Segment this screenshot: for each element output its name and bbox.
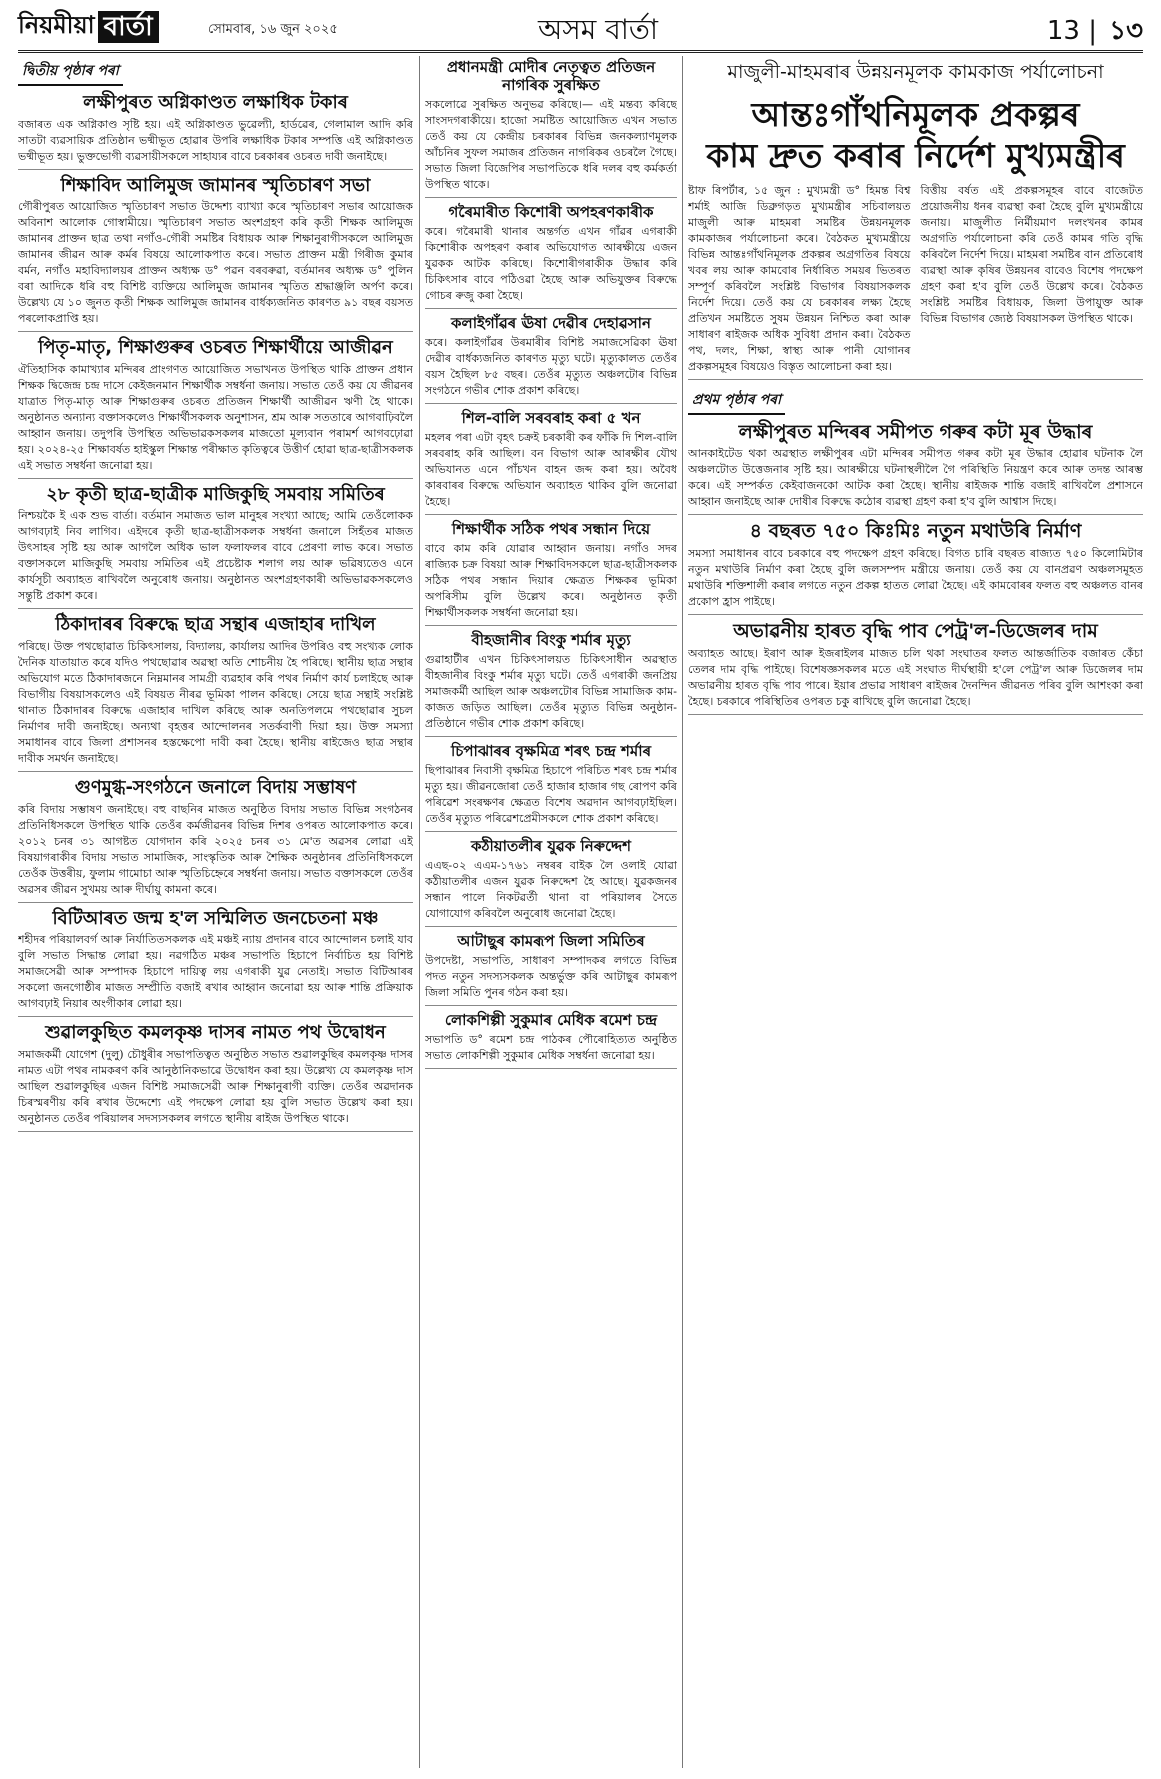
article-body: গৌৰীপুৰত আয়োজিত স্মৃতিচাৰণ সভাত উদ্দেশ্য ব্যাখ্যা কৰে স্মৃতিচাৰণ সভাৰ আয়োজক অবিনাশ আলোক গোস্বামীয়ে। স্মৃতিচাৰণ সভাত অংশগ্ৰহণ কৰি কৃতী শিক্ষক আলিমুজ জামানৰ প্ৰাক্তন ছাত্ৰ তথা নগাঁও-গৌৰী সমষ্টিৰ বিধায়ক আৰু শিক্ষানুৰাগীসকলে আলিমুজ জামানৰ জীৱন আৰু কৰ্মৰ বিষয়ে আলোকপাত কৰে। সভাত প্ৰাক্তন মন্ত্ৰী গিৰীজ কুমাৰ বৰ্মন, নগাঁও মহাবিদ্যালয়ৰ প্ৰাক্তন অধ্যক্ষ ড° পৱন বৰবৰুৱা, বৰ্তমানৰ অধ্যক্ষ ড° পুলিন বৰা আদিকে ধৰি বহু বিশিষ্ট ব্যক্তিয়ে আলিমুজ জামানৰ স্মৃতিত শ্ৰদ্ধাঞ্জলি অৰ্পণ কৰে। উল্লেখ্য যে ১০ জুনত কৃতী শিক্ষক আলিমুজ জামানৰ বাৰ্ধক্যজনিত কাৰণত ৯১ বছৰ বয়সত পৰলোকপ্ৰাপ্তি হয়।: [18, 200, 413, 326]
logo-text-part2: বাৰ্তা: [98, 11, 159, 43]
column-divider: [419, 56, 420, 1768]
news-article: [18, 337, 413, 479]
page-number: 13 | ১৩: [1046, 16, 1143, 46]
news-article: [425, 837, 677, 927]
news-article: [425, 314, 677, 404]
lead-body-left: ষ্টাফ ৰিপৰ্টাৰ, ১৫ জুন : মুখ্যমন্ত্ৰী ড° হিমন্ত বিশ্ব শৰ্মাই আজি ডিব্ৰুগড়ত মুখ্যমন্ত্ৰীৰ সচিবালয়ত মাজুলী আৰু মাহমৰা সমষ্টিৰ উন্নয়নমূলক কামকাজৰ পৰ্যালোচনা কৰে। বৈঠকত মুখ্যমন্ত্ৰীয়ে বিভিন্ন আন্তঃগাঁথনিমূলক প্ৰকল্পৰ অগ্ৰগতিৰ বিষয়ে খবৰ লয় আৰু কামবোৰ নিৰ্ধাৰিত সময়ৰ ভিতৰত সম্পূৰ্ণ কৰিবলৈ সংশ্লিষ্ট বিভাগৰ বিষয়াসকলক নিৰ্দেশ দিয়ে। তেওঁ কয় যে চৰকাৰৰ লক্ষ্য হৈছে প্ৰতিখন সমষ্টিতে সুষম উন্নয়ন নিশ্চিত কৰা আৰু সাধাৰণ ৰাইজক অধিক সুবিধা প্ৰদান কৰা। বৈঠকত পথ, দলং, শিক্ষা, স্বাস্থ্য আৰু পানী যোগানৰ প্ৰকল্পসমূহৰ বিষয়েও বিস্তৃত আলোচনা কৰা হয়।: [688, 183, 911, 373]
article-body: গুৱাহাটীৰ এখন চিকিৎসালয়ত চিকিৎসাধীন অৱস্থাত বীহজানীৰ বিংকু শৰ্মাৰ মৃত্যু ঘটে। তেওঁ এগৰাকী জনপ্ৰিয় সমাজকৰ্মী আছিল আৰু অঞ্চলটোৰ বিভিন্ন সামাজিক কাম-কাজত জড়িত আছিল। তেওঁৰ মৃত্যুত বিভিন্ন অনুষ্ঠান-প্ৰতিষ্ঠানে গভীৰ শোক প্ৰকাশ কৰিছে।: [425, 653, 677, 730]
column-divider: [682, 56, 683, 1768]
news-article: [688, 421, 1143, 516]
article-headline: শুৱালকুছিত কমলকৃষ্ণ দাসৰ নামত পথ উদ্বোধন: [45, 1022, 386, 1044]
article-body: আনকাইটেড থকা অৱস্থাত লক্ষীপুৰৰ এটা মন্দিৰৰ সমীপত গৰুৰ কটা মূৰ উদ্ধাৰ হোৱাৰ ঘটনাক লৈ অঞ্চলটোত উত্তেজনাৰ সৃষ্টি হয়। আৰক্ষীয়ে ঘটনাস্থলীলৈ গৈ পৰিস্থিতি নিয়ন্ত্ৰণ কৰে আৰু তদন্ত আৰম্ভ কৰে। এই সম্পৰ্কত কেইবাজনকো আটক কৰা হৈছে। স্থানীয় ৰাইজক শান্তি বজাই ৰাখিবলৈ প্ৰশাসনে আহ্বান জনাইছে আৰু দোষীৰ বিৰুদ্ধে কঠোৰ ব্যৱস্থা গ্ৰহণ কৰা হ'ব বুলি আশ্বাস দিছে।: [688, 447, 1143, 509]
article-body: বাবে কাম কৰি যোৱাৰ আহ্বান জনায়। নগাঁও সদৰ ৰাজ্যিক চক্ৰ বিষয়া আৰু শিক্ষাবিদসকলে ছাত্ৰ-ছাত্ৰীসকলক সঠিক পথৰ সন্ধান দিয়াৰ ক্ষেত্ৰত শিক্ষকৰ ভূমিকা অপৰিসীম বুলি উল্লেখ কৰে। অনুষ্ঠানত কৃতী শিক্ষাৰ্থীসকলক সম্বৰ্ধনা জনোৱা হয়।: [425, 542, 677, 619]
article-body: ঐতিহাসিক কামাখ্যাৰ মন্দিৰৰ প্ৰাংগণত আয়োজিত সভাখনত উপস্থিত থাকি প্ৰাক্তন প্ৰধান শিক্ষক দ্বিজেন্দ্ৰ চন্দ্ৰ দাসে কেইজনমান শিক্ষাৰ্থীক সম্বৰ্ধনা জনায়। সভাত তেওঁ কয় যে জীৱনৰ যাত্ৰাত পিতৃ-মাতৃ আৰু শিক্ষাগুৰুৰ ওচৰত প্ৰতিজন শিক্ষাৰ্থী আজীৱন ঋণী হৈ থাকে। অনুষ্ঠানত অন্যান্য বক্তাসকলেও শিক্ষাৰ্থীসকলক অনুশাসন, শ্ৰম আৰু সততাৰে আগবাঢ়িবলৈ আহ্বান জনায়। তদুপৰি উপস্থিত অভিভাৱকসকলৰ মাজতো মূল্যবান পৰামৰ্শ আগবঢ়োৱা হয়। ২০২৪-২৫ শিক্ষাবৰ্ষত হাইস্কুল শিক্ষান্ত পৰীক্ষাত কৃতিত্বৰে উত্তীৰ্ণ হোৱা ছাত্ৰ-ছাত্ৰীসকলক এই সভাত সম্বৰ্ধনা জনোৱা হয়।: [18, 362, 413, 472]
article-body: নিশ্চয়কৈ ই এক শুভ বাৰ্তা। বৰ্তমান সমাজত ভাল মানুহৰ সংখ্যা আছে; আমি তেওঁলোকক আগবঢ়াই নিব লাগিব। এইদৰে কৃতী ছাত্ৰ-ছাত্ৰীসকলক সম্বৰ্ধনা জনালে সিহঁতৰ মাজত উৎসাহৰ সৃষ্টি হয় আৰু আগলৈ অধিক ভাল ফলাফলৰ বাবে প্ৰেৰণা লাভ কৰে। সভাত বক্তাসকলে মাজিকুছি সমবায় সমিতিৰ এই প্ৰচেষ্টাক শলাগ লয় আৰু ভৱিষ্যতেও এনে কাৰ্যসূচী অব্যাহত ৰাখিবলৈ অনুৰোধ জনায়। অনুষ্ঠানত অংশগ্ৰহণকাৰী অভিভাৱকসকলেও সন্তুষ্টি প্ৰকাশ কৰে।: [18, 509, 413, 603]
page-number-latin: 13: [1046, 16, 1080, 46]
news-article: [425, 58, 677, 198]
article-body: শহীদৰ পৰিয়ালবৰ্গ আৰু নিৰ্যাতিতসকলক এই মঞ্চই ন্যায় প্ৰদানৰ বাবে আন্দোলন চলাই যাব বুলি সভাত সিদ্ধান্ত লোৱা হয়। নৱগঠিত মঞ্চৰ সভাপতি হিচাপে নিৰ্বাচিত হয় বিশিষ্ট সমাজসেৱী আৰু সম্পাদক হিচাপে দায়িত্ব লয় এগৰাকী যুৱ নেতাই। সভাত বিটিআৰৰ সকলো জনগোষ্ঠীৰ মাজত সম্প্ৰীতি বজাই ৰখাৰ আহ্বান জনোৱা হয় আৰু শান্তি প্ৰক্ৰিয়াক আগবঢ়াই নিয়াৰ অংগীকাৰ লোৱা হয়।: [18, 933, 413, 1011]
news-article: [688, 620, 1143, 715]
article-headline: ঠিকাদাৰৰ বিৰুদ্ধে ছাত্ৰ সন্থাৰ এজাহাৰ দাখিল: [55, 614, 376, 636]
lead-kicker: মাজুলী-মাহমৰাৰ উন্নয়নমূলক কামকাজ পৰ্যালোচনা: [727, 61, 1104, 83]
news-article: [18, 1022, 413, 1132]
article-headline: শিল-বালি সৰবৰাহ কৰা ৫ খন: [461, 409, 641, 427]
news-article: [688, 520, 1143, 615]
article-body: ছিপাঝাৰৰ নিবাসী বৃক্ষমিত্ৰ হিচাপে পৰিচিত শৰৎ চন্দ্ৰ শৰ্মাৰ মৃত্যু হয়। জীৱনজোৰা তেওঁ হাজাৰ হাজাৰ গছ ৰোপণ কৰি পৰিৱেশ সংৰক্ষণৰ ক্ষেত্ৰত বিশেষ অৱদান আগবঢ়াইছিল। তেওঁৰ মৃত্যুত পৰিৱেশপ্ৰেমীসকলে শোক প্ৰকাশ কৰিছে।: [425, 764, 677, 825]
article-body: কৰি বিদায় সম্ভাষণ জনাইছে। বহু বাছনিৰ মাজত অনুষ্ঠিত বিদায় সভাত বিভিন্ন সংগঠনৰ প্ৰতিনিধিসকলে উপস্থিত থাকি তেওঁৰ কৰ্মজীৱনৰ বিভিন্ন দিশৰ ওপৰত আলোকপাত কৰে। ২০১২ চনৰ ৩১ আগষ্টত যোগদান কৰি ২০২৫ চনৰ ৩১ মে'ত অৱসৰ লোৱা এই বিষয়াগৰাকীৰ বিদায় সভাত সামাজিক, সাংস্কৃতিক আৰু শৈক্ষিক অনুষ্ঠানৰ প্ৰতিনিধিসকলে তেওঁক উত্তৰীয়, ফুলাম গামোচা আৰু স্মৃতিচিহ্নেৰে সম্বৰ্ধনা জনায়। সভাত বক্তাসকলে তেওঁৰ অৱসৰ জীৱন সুখময় আৰু দীৰ্ঘায়ু কামনা কৰে।: [18, 802, 413, 896]
article-headline: লক্ষীপুৰত মন্দিৰৰ সমীপত গৰুৰ কটা মূৰ উদ্ধাৰ: [738, 420, 1093, 443]
newspaper-logo: [18, 10, 159, 44]
article-headline: বিটিআৰত জন্ম হ'ল সন্মিলিত জনচেতনা মঞ্চ: [52, 907, 379, 929]
article-headline: লোকশিল্পী সুকুমাৰ মেধিক ৰমেশ চন্দ্ৰ: [444, 1011, 658, 1029]
article-headline: গৰৈমাৰীত কিশোৰী অপহৰণকাৰীক: [448, 203, 654, 221]
article-body: সভাপতি ড° ৰমেশ চন্দ্ৰ পাঠকৰ পৌৰোহিত্যত অনুষ্ঠিত সভাত লোকশিল্পী সুকুমাৰ মেধিক সম্বৰ্ধনা জনোৱা হয়।: [425, 1033, 677, 1062]
article-headline: প্ৰধানমন্ত্ৰী মোদীৰ নেতৃত্বত প্ৰতিজন নাগৰিক সুৰক্ষিত: [446, 58, 656, 94]
page-number-assamese: ১৩: [1109, 16, 1143, 46]
news-article: [18, 92, 413, 170]
article-headline: কলাইগাঁৱৰ ঊষা দেৱীৰ দেহাৱসান: [451, 314, 651, 332]
article-headline: চিপাঝাৰৰ বৃক্ষমিত্ৰ শৰৎ চন্দ্ৰ শৰ্মাৰ: [450, 742, 652, 760]
article-headline: অভাৱনীয় হাৰত বৃদ্ধি পাব পেট্ৰ'ল-ডিজেলৰ দাম: [733, 620, 1098, 643]
middle-column-stories: [425, 58, 677, 1069]
article-headline: গুণমুগ্ধ-সংগঠনে জনালে বিদায় সম্ভাষণ: [74, 776, 357, 798]
lead-story: [688, 58, 1143, 380]
right-column-stories: [688, 421, 1143, 715]
news-article: [18, 777, 413, 903]
logo-text-part1: নিয়মীয়া: [18, 11, 95, 39]
article-headline: বীহজানীৰ বিংকু শৰ্মাৰ মৃত্যু: [471, 631, 631, 649]
article-headline: লক্ষীপুৰত অগ্নিকাণ্ডত লক্ষাধিক টকাৰ: [83, 92, 348, 113]
section-title: অসম বাৰ্তা: [538, 13, 659, 46]
article-headline: পিতৃ-মাতৃ, শিক্ষাগুৰুৰ ওচৰত শিক্ষাৰ্থীয়ে আজীৱন: [38, 337, 393, 359]
lead-headline-line1: আন্তঃগাঁথনিমূলক প্ৰকল্পৰ: [751, 95, 1080, 134]
continued-tab: দ্বিতীয় পৃষ্ঠাৰ পৰা: [18, 58, 123, 86]
article-body: সমস্যা সমাধানৰ বাবে চৰকাৰে বহু পদক্ষেপ গ্ৰহণ কৰিছে। বিগত চাৰি বছৰত ৰাজ্যত ৭৫০ কিলোমিটাৰ নতুন মথাউৰি নিৰ্মাণ কৰা হৈছে বুলি জলসম্পদ মন্ত্ৰীয়ে জনায়। তেওঁ কয় যে বানপ্ৰৱণ অঞ্চলসমূহত মথাউৰি শক্তিশালী কৰাৰ লগতে নতুন প্ৰকল্প হাতত লোৱা হৈছে। এই কামবোৰৰ ফলত বহু অঞ্চলত বানৰ প্ৰকোপ হ্ৰাস পাইছে।: [688, 547, 1143, 609]
article-headline: কঠীয়াতলীৰ যুৱক নিৰুদ্দেশ: [470, 837, 632, 855]
article-body: অব্যাহত আছে। ইৰাণ আৰু ইজৰাইলৰ মাজত চলি থকা সংঘাতৰ ফলত আন্তৰ্জাতিক বজাৰত কেঁচা তেলৰ দাম বৃদ্ধি পাইছে। বিশেষজ্ঞসকলৰ মতে এই সংঘাত দীৰ্ঘস্থায়ী হ'লে পেট্ৰ'ল আৰু ডিজেলৰ দাম অভাৱনীয় হাৰত বৃদ্ধি পাব পাৰে। ইয়াৰ প্ৰভাৱ সাধাৰণ ৰাইজৰ দৈনন্দিন জীৱনত পৰিব বুলি আশংকা কৰা হৈছে। চৰকাৰে পৰিস্থিতিৰ ওপৰত চকু ৰাখিছে বুলি জনোৱা হৈছে।: [688, 646, 1143, 708]
article-body: পৰিছে। উক্ত পথছোৱাত চিকিৎসালয়, বিদ্যালয়, কাৰ্যালয় আদিৰ উপৰিও বহু সংখ্যক লোক দৈনিক যাতায়াত কৰে যদিও পথছোৱাৰ অৱস্থা অতি শোচনীয় হৈ পৰিছে। স্থানীয় ছাত্ৰ সন্থাৰ অভিযোগ মতে ঠিকাদাৰজনে নিম্নমানৰ সামগ্ৰী ব্যৱহাৰ কৰি পথৰ নিৰ্মাণ কাৰ্য চলাইছে আৰু বিভাগীয় বিষয়াসকলেও এই বিষয়ত নীৰৱ ভূমিকা পালন কৰিছে। সেয়ে ছাত্ৰ সন্থাই সংশ্লিষ্ট থানাত ঠিকাদাৰৰ বিৰুদ্ধে এজাহাৰ দাখিল কৰিছে আৰু অনতিপলমে পথছোৱাৰ সুচল নিৰ্মাণৰ দাবী জনাইছে। অন্যথা বৃহত্তৰ আন্দোলনৰ সতৰ্কবাণী দিয়া হয়। উক্ত সমস্যা সমাধানৰ বাবে জিলা প্ৰশাসনৰ হস্তক্ষেপো দাবী কৰা হৈছে। স্থানীয় ৰাইজেও ছাত্ৰ সন্থাৰ দাবীক সমৰ্থন জনাইছে।: [18, 639, 413, 765]
article-body: সমাজকৰ্মী যোগেশ (দুলু) চৌধুৰীৰ সভাপতিত্বত অনুষ্ঠিত সভাত শুৱালকুছিৰ কমলকৃষ্ণ দাসৰ নামত এটা পথৰ নামকৰণ কৰি আনুষ্ঠানিকভাৱে উদ্বোধন কৰা হয়। উল্লেখ্য যে কমলকৃষ্ণ দাস আছিল শুৱালকুছিৰ এজন বিশিষ্ট সমাজসেৱী আৰু শিক্ষানুৰাগী ব্যক্তি। তেওঁৰ অৱদানক চিৰস্মৰণীয় কৰি ৰখাৰ উদ্দেশ্যে এই পদক্ষেপ লোৱা হয় বুলি সভাত উল্লেখ কৰা হয়। অনুষ্ঠানত তেওঁৰ পৰিয়ালৰ সদস্যসকলৰ লগতে স্থানীয় ৰাইজ উপস্থিত থাকে।: [18, 1047, 413, 1125]
article-headline: ২৮ কৃতী ছাত্ৰ-ছাত্ৰীক মাজিকুছি সমবায় সমিতিৰ: [46, 483, 385, 505]
left-column: [18, 56, 413, 1768]
article-body: কৰে। গৰৈমাৰী থানাৰ অন্তৰ্গত এখন গাঁৱৰ এগৰাকী কিশোৰীক অপহৰণ কৰাৰ অভিযোগত আৰক্ষীয়ে এজন যুৱকক আটক কৰিছে। কিশোৰীগৰাকীক উদ্ধাৰ কৰি চিকিৎসাৰ বাবে পঠিওৱা হৈছে আৰু অভিযুক্তৰ বিৰুদ্ধে গোচৰ ৰুজু কৰা হৈছে।: [425, 225, 677, 302]
article-headline: শিক্ষাৰ্থীক সঠিক পথৰ সন্ধান দিয়ে: [451, 520, 651, 538]
lead-headline-line2: কাম দ্ৰুত কৰাৰ নিৰ্দেশ মুখ্যমন্ত্ৰীৰ: [706, 136, 1125, 176]
news-article: [18, 908, 413, 1018]
article-body: বজাৰত এক অগ্নিকাণ্ড সৃষ্টি হয়। এই অগ্নিকাণ্ডত ভুৱেল্যী, হাৰ্ডৱেৰ, গেলামাল আদি কৰি সাতটা ব্যৱসায়িক প্ৰতিষ্ঠান ভষ্মীভূত হোৱাৰ উপৰি লক্ষাধিক টকাৰ সম্পত্তি এই অগ্নিকাণ্ডত ভষ্মীভূত হয়। ভুক্তভোগী ব্যৱসায়ীসকলে সাহায্যৰ বাবে চৰকাৰৰ ওচৰত দাবী জনাইছে।: [18, 117, 413, 163]
masthead: [18, 6, 1143, 53]
lead-body: [688, 183, 1143, 375]
right-column: [688, 56, 1143, 1768]
article-body: উপদেষ্টা, সভাপতি, সাধাৰণ সম্পাদকৰ লগতে বিভিন্ন পদত নতুন সদস্যসকলক অন্তৰ্ভুক্ত কৰি আটাছুৰ কামৰূপ জিলা সমিতি পুনৰ গঠন কৰা হয়।: [425, 954, 677, 999]
continued-tab: প্ৰথম পৃষ্ঠাৰ পৰা: [688, 387, 785, 415]
news-article: [425, 520, 677, 626]
lead-body-right: বিত্তীয় বৰ্ষত এই প্ৰকল্পসমূহৰ বাবে বাজেটত প্ৰয়োজনীয় ধনৰ ব্যৱস্থা কৰা হৈছে বুলি মুখ্যমন্ত্ৰীয়ে জনায়। মাজুলীত নিৰ্মীয়মাণ দলংখনৰ কামৰ অগ্ৰগতি পৰ্যালোচনা কৰি তেওঁ কামৰ গতি বৃদ্ধি কৰিবলৈ নিৰ্দেশ দিয়ে। মাহমৰা সমষ্টিৰ বান প্ৰতিৰোধ ব্যৱস্থা আৰু কৃষিৰ উন্নয়নৰ বাবেও বিশেষ পদক্ষেপ গ্ৰহণ কৰা হ'ব বুলি তেওঁ উল্লেখ কৰে। বৈঠকত সংশ্লিষ্ট সমষ্টিৰ বিধায়ক, জিলা উপায়ুক্ত আৰু বিভিন্ন বিভাগৰ জ্যেষ্ঠ বিষয়াসকল উপস্থিত থাকে।: [920, 183, 1143, 325]
article-body: কৰে। কলাইগাঁৱৰ উৰমাৰীৰ বিশিষ্ট সমাজসেৱিকা ঊষা দেৱীৰ বাৰ্ধক্যজনিত কাৰণত মৃত্যু ঘটে। মৃত্যুকালত তেওঁৰ বয়স হৈছিল ৮৫ বছৰ। তেওঁৰ মৃত্যুত অঞ্চলটোৰ বিভিন্ন সংগঠনে গভীৰ শোক প্ৰকাশ কৰিছে।: [425, 336, 677, 397]
news-article: [425, 203, 677, 309]
middle-column: [425, 56, 677, 1768]
article-headline: শিক্ষাবিদ আলিমুজ জামানৰ স্মৃতিচাৰণ সভা: [60, 174, 371, 196]
news-article: [425, 631, 677, 737]
news-article: [18, 614, 413, 772]
article-headline: আটাছুৰ কামৰূপ জিলা সমিতিৰ: [457, 932, 645, 950]
news-article: [425, 1011, 677, 1069]
article-body: মহলৰ পৰা এটা বৃহৎ চক্ৰই চৰকাৰী কৰ ফাঁকি দি শিল-বালি সৰবৰাহ কৰি আছিল। বন বিভাগ আৰু আৰক্ষীৰ যৌথ অভিযানত এনে পাঁচখন বাহন জব্দ কৰা হয়। অবৈধ কাৰবাৰৰ বিৰুদ্ধে অভিযান অব্যাহত থাকিব বুলি জনোৱা হৈছে।: [425, 431, 677, 508]
news-article: [425, 409, 677, 515]
article-headline: ৪ বছৰত ৭৫০ কিঃমিঃ নতুন মথাউৰি নিৰ্মাণ: [749, 520, 1082, 543]
news-article: [425, 742, 677, 832]
issue-date: সোমবাৰ, ১৬ জুন ২০২৫: [208, 22, 338, 37]
left-column-stories: [18, 92, 413, 1132]
news-article: [18, 484, 413, 610]
news-article: [425, 932, 677, 1006]
article-body: সকলোৱে সুৰক্ষিত অনুভৱ কৰিছে।— এই মন্তব্য কৰিছে সাংসদগৰাকীয়ে। হাজো সমষ্টিত আয়োজিত এখন সভাত তেওঁ কয় যে কেন্দ্ৰীয় চৰকাৰৰ বিভিন্ন জনকল্যাণমূলক আঁচনিৰ সুফল সমাজৰ প্ৰতিজন নাগৰিকৰ ওচৰলৈ গৈছে। সভাত জিলা বিজেপিৰ সভাপতিকে ধৰি দলৰ বহু কৰ্মকৰ্তা উপস্থিত থাকে।: [425, 98, 677, 191]
news-article: [18, 175, 413, 333]
article-body: এএছ-০২ এএম-১৭৬১ নম্বৰৰ বাইক লৈ ওলাই যোৱা কঠীয়াতলীৰ এজন যুৱক নিৰুদ্দেশ হৈ আছে। যুৱকজনৰ সন্ধান পালে নিকটৱৰ্তী থানা বা পৰিয়ালৰ সৈতে যোগাযোগ কৰিবলৈ অনুৰোধ জনোৱা হৈছে।: [425, 859, 677, 920]
